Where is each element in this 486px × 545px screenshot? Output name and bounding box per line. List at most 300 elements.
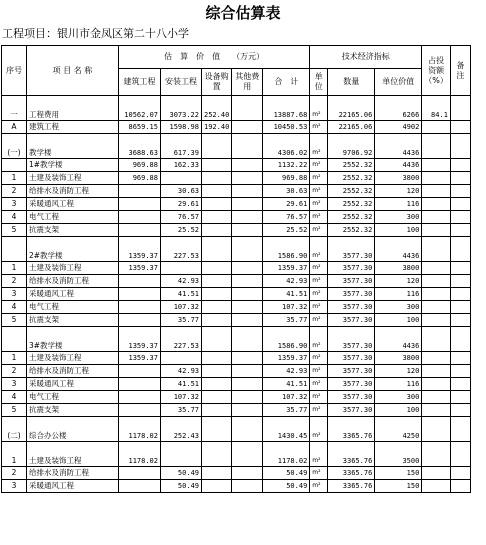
cell-other xyxy=(232,262,263,275)
cell-seq xyxy=(2,237,27,262)
cell-price: 300 xyxy=(375,301,422,314)
cell-price: 100 xyxy=(375,314,422,327)
table-row xyxy=(2,288,471,301)
cell-total: 29.61 xyxy=(263,198,310,211)
cell-unit: m² xyxy=(310,417,328,442)
cell-install: 30.63 xyxy=(161,185,202,198)
cell-other xyxy=(232,404,263,417)
header-total: 合 计 xyxy=(263,69,310,96)
cell-remark xyxy=(450,121,470,134)
cell-install: 25.52 xyxy=(161,224,202,237)
cell-other xyxy=(232,365,263,378)
cell-qty: 3365.76 xyxy=(328,417,375,442)
header-other: 其他费用 xyxy=(232,69,263,96)
cell-build: 1359.37 xyxy=(119,352,161,365)
cell-price: 3800 xyxy=(375,352,422,365)
cell-qty: 2552.32 xyxy=(328,211,375,224)
cell-ratio xyxy=(422,134,451,159)
cell-build: 1359.37 xyxy=(119,262,161,275)
cell-name: 工程费用 xyxy=(27,96,119,121)
cell-ratio xyxy=(422,288,451,301)
cell-total: 10450.53 xyxy=(263,121,310,134)
header-remark: 备注 xyxy=(450,46,470,96)
cell-ratio xyxy=(422,185,451,198)
cell-install: 35.77 xyxy=(161,404,202,417)
header-row-1 xyxy=(2,46,471,69)
cell-unit: m² xyxy=(310,159,328,172)
cell-price: 3500 xyxy=(375,442,422,467)
cell-build xyxy=(119,224,161,237)
cell-build: 1359.37 xyxy=(119,237,161,262)
cell-build: 3688.63 xyxy=(119,134,161,159)
cell-build xyxy=(119,211,161,224)
cell-price: 150 xyxy=(375,467,422,480)
cell-remark xyxy=(450,365,470,378)
table-row xyxy=(2,442,471,467)
cell-ratio xyxy=(422,121,451,134)
cell-seq: 5 xyxy=(2,314,27,327)
cell-total: 107.32 xyxy=(263,301,310,314)
table-row xyxy=(2,185,471,198)
table-row xyxy=(2,365,471,378)
cell-total: 107.32 xyxy=(263,391,310,404)
cell-seq: 4 xyxy=(2,301,27,314)
cell-unit: m² xyxy=(310,211,328,224)
cell-ratio xyxy=(422,391,451,404)
header-tech: 技术经济指标 xyxy=(310,46,422,69)
cell-remark xyxy=(450,480,470,493)
cell-equip xyxy=(202,467,232,480)
cell-install: 1598.98 xyxy=(161,121,202,134)
cell-name: 抗震支架 xyxy=(27,404,119,417)
cell-unit: m² xyxy=(310,96,328,121)
cell-other xyxy=(232,378,263,391)
cell-qty: 3365.76 xyxy=(328,467,375,480)
cell-name: 采暖通风工程 xyxy=(27,378,119,391)
cell-remark xyxy=(450,467,470,480)
cell-seq: 1 xyxy=(2,352,27,365)
header-qty: 数量 xyxy=(328,69,375,96)
cell-total: 13887.68 xyxy=(263,96,310,121)
cell-equip xyxy=(202,417,232,442)
cell-qty: 3577.30 xyxy=(328,237,375,262)
cell-price: 4436 xyxy=(375,237,422,262)
cell-other xyxy=(232,134,263,159)
cell-unit: m² xyxy=(310,198,328,211)
cell-other xyxy=(232,198,263,211)
cell-equip xyxy=(202,198,232,211)
cell-price: 120 xyxy=(375,365,422,378)
cell-equip xyxy=(202,327,232,352)
header-item: 项 目 名 称 xyxy=(27,46,119,96)
table-row xyxy=(2,262,471,275)
cell-remark xyxy=(450,198,470,211)
cell-unit: m² xyxy=(310,352,328,365)
cell-ratio xyxy=(422,301,451,314)
cell-build xyxy=(119,467,161,480)
cell-unit: m² xyxy=(310,224,328,237)
cell-build xyxy=(119,288,161,301)
cell-equip xyxy=(202,288,232,301)
cell-build xyxy=(119,404,161,417)
cell-ratio xyxy=(422,237,451,262)
table-row xyxy=(2,467,471,480)
cell-remark xyxy=(450,417,470,442)
cell-ratio xyxy=(422,314,451,327)
cell-equip xyxy=(202,352,232,365)
cell-equip xyxy=(202,159,232,172)
cell-price: 3800 xyxy=(375,262,422,275)
cell-seq: 5 xyxy=(2,404,27,417)
cell-qty: 9706.92 xyxy=(328,134,375,159)
cell-ratio xyxy=(422,198,451,211)
cell-qty: 2552.32 xyxy=(328,185,375,198)
table-row xyxy=(2,301,471,314)
cell-equip xyxy=(202,275,232,288)
cell-build xyxy=(119,198,161,211)
cell-name: 抗震支架 xyxy=(27,224,119,237)
cell-name: 采暖通风工程 xyxy=(27,288,119,301)
cell-unit: m² xyxy=(310,172,328,185)
cell-name: 教学楼 xyxy=(27,134,119,159)
cell-ratio xyxy=(422,172,451,185)
cell-seq: (二) xyxy=(2,417,27,442)
cell-unit: m² xyxy=(310,404,328,417)
cell-other xyxy=(232,288,263,301)
cell-ratio xyxy=(422,417,451,442)
cell-remark xyxy=(450,314,470,327)
cell-seq: 3 xyxy=(2,378,27,391)
cell-ratio xyxy=(422,378,451,391)
cell-qty: 2552.32 xyxy=(328,224,375,237)
cell-other xyxy=(232,417,263,442)
cell-other xyxy=(232,275,263,288)
cell-qty: 2552.32 xyxy=(328,198,375,211)
cell-name: 电气工程 xyxy=(27,211,119,224)
table-row xyxy=(2,404,471,417)
cell-unit: m² xyxy=(310,262,328,275)
cell-build: 1359.37 xyxy=(119,327,161,352)
cell-qty: 3577.30 xyxy=(328,391,375,404)
header-seq: 序号 xyxy=(2,46,27,96)
cell-qty: 3577.30 xyxy=(328,275,375,288)
cell-unit: m² xyxy=(310,378,328,391)
table-row xyxy=(2,417,471,442)
cell-install: 29.61 xyxy=(161,198,202,211)
cell-ratio xyxy=(422,224,451,237)
cell-qty: 3577.30 xyxy=(328,288,375,301)
cell-total: 1359.37 xyxy=(263,352,310,365)
cell-total: 35.77 xyxy=(263,404,310,417)
cell-total: 42.93 xyxy=(263,275,310,288)
cell-other xyxy=(232,224,263,237)
cell-build xyxy=(119,378,161,391)
cell-total: 35.77 xyxy=(263,314,310,327)
cell-name: 电气工程 xyxy=(27,301,119,314)
cell-build: 10562.07 xyxy=(119,96,161,121)
table-row xyxy=(2,327,471,352)
cell-other xyxy=(232,352,263,365)
cell-total: 42.93 xyxy=(263,365,310,378)
cell-build xyxy=(119,365,161,378)
table-row xyxy=(2,159,471,172)
cell-equip xyxy=(202,301,232,314)
cell-other xyxy=(232,314,263,327)
table-row xyxy=(2,237,471,262)
cell-other xyxy=(232,301,263,314)
cell-equip xyxy=(202,172,232,185)
cell-qty: 3365.76 xyxy=(328,480,375,493)
cell-total: 25.52 xyxy=(263,224,310,237)
cell-seq: 4 xyxy=(2,391,27,404)
cell-build xyxy=(119,480,161,493)
table-row xyxy=(2,134,471,159)
cell-build: 8659.15 xyxy=(119,121,161,134)
cell-seq: A xyxy=(2,121,27,134)
cell-price: 116 xyxy=(375,288,422,301)
header-unit: 单位 xyxy=(310,69,328,96)
cell-qty: 3577.30 xyxy=(328,352,375,365)
cell-unit: m² xyxy=(310,365,328,378)
cell-remark xyxy=(450,262,470,275)
cell-unit: m² xyxy=(310,442,328,467)
cell-remark xyxy=(450,327,470,352)
cell-ratio xyxy=(422,442,451,467)
cell-remark xyxy=(450,211,470,224)
cell-other xyxy=(232,327,263,352)
cell-seq: 1 xyxy=(2,442,27,467)
cell-name: 土建及装饰工程 xyxy=(27,172,119,185)
cell-unit: m² xyxy=(310,467,328,480)
cell-price: 4436 xyxy=(375,134,422,159)
table-row xyxy=(2,224,471,237)
cell-seq: 1 xyxy=(2,172,27,185)
table-row xyxy=(2,121,471,134)
cell-install: 76.57 xyxy=(161,211,202,224)
cell-price: 150 xyxy=(375,480,422,493)
cell-unit: m² xyxy=(310,480,328,493)
cell-seq: 5 xyxy=(2,224,27,237)
cell-qty: 3577.30 xyxy=(328,301,375,314)
cell-name: 抗震支架 xyxy=(27,314,119,327)
cell-build xyxy=(119,301,161,314)
header-estimate: 估 算 价 值 （万元） xyxy=(119,46,310,69)
header-unitprice: 单位价值 xyxy=(375,69,422,96)
cell-remark xyxy=(450,391,470,404)
cell-price: 100 xyxy=(375,404,422,417)
cell-name: 土建及装饰工程 xyxy=(27,442,119,467)
cell-remark xyxy=(450,442,470,467)
cell-total: 41.51 xyxy=(263,378,310,391)
cell-equip: 252.40 xyxy=(202,96,232,121)
cell-equip xyxy=(202,185,232,198)
cell-price: 300 xyxy=(375,391,422,404)
cell-remark xyxy=(450,275,470,288)
cell-name: 建筑工程 xyxy=(27,121,119,134)
table-row xyxy=(2,352,471,365)
cell-equip xyxy=(202,378,232,391)
cell-unit: m² xyxy=(310,185,328,198)
cell-remark xyxy=(450,352,470,365)
cell-qty: 22165.06 xyxy=(328,121,375,134)
cell-price: 4902 xyxy=(375,121,422,134)
cell-name: 给排水及消防工程 xyxy=(27,275,119,288)
cell-remark xyxy=(450,288,470,301)
table-body xyxy=(2,46,471,493)
cell-seq: 2 xyxy=(2,185,27,198)
table-row xyxy=(2,198,471,211)
header-equip: 设备购置 xyxy=(202,69,232,96)
cell-other xyxy=(232,172,263,185)
cell-other xyxy=(232,237,263,262)
cell-install: 107.32 xyxy=(161,391,202,404)
cell-equip xyxy=(202,314,232,327)
cell-unit: m² xyxy=(310,301,328,314)
cell-price: 116 xyxy=(375,378,422,391)
cell-equip xyxy=(202,404,232,417)
cell-total: 30.63 xyxy=(263,185,310,198)
cell-equip xyxy=(202,211,232,224)
cell-ratio: 84.1 xyxy=(422,96,451,121)
cell-total: 1359.37 xyxy=(263,262,310,275)
header-ratio: 占投资额（%） xyxy=(422,46,451,96)
cell-ratio xyxy=(422,159,451,172)
cell-total: 50.49 xyxy=(263,467,310,480)
cell-price: 4436 xyxy=(375,327,422,352)
cell-qty: 2552.32 xyxy=(328,159,375,172)
cell-build: 1178.02 xyxy=(119,417,161,442)
cell-name: 采暖通风工程 xyxy=(27,480,119,493)
table-row xyxy=(2,480,471,493)
cell-other xyxy=(232,211,263,224)
estimate-table xyxy=(1,45,471,493)
cell-qty: 3577.30 xyxy=(328,404,375,417)
cell-build: 969.88 xyxy=(119,159,161,172)
cell-ratio xyxy=(422,404,451,417)
cell-seq xyxy=(2,327,27,352)
table-row xyxy=(2,314,471,327)
cell-build: 1178.02 xyxy=(119,442,161,467)
cell-seq: 3 xyxy=(2,480,27,493)
cell-other xyxy=(232,442,263,467)
cell-name: 3#教学楼 xyxy=(27,327,119,352)
cell-price: 6266 xyxy=(375,96,422,121)
cell-seq: 1 xyxy=(2,262,27,275)
cell-other xyxy=(232,96,263,121)
cell-qty: 3577.30 xyxy=(328,314,375,327)
cell-total: 1430.45 xyxy=(263,417,310,442)
cell-unit: m² xyxy=(310,237,328,262)
cell-price: 120 xyxy=(375,185,422,198)
cell-install: 227.53 xyxy=(161,237,202,262)
cell-install: 107.32 xyxy=(161,301,202,314)
cell-seq: 4 xyxy=(2,211,27,224)
cell-unit: m² xyxy=(310,391,328,404)
cell-equip xyxy=(202,237,232,262)
cell-price: 4250 xyxy=(375,417,422,442)
cell-qty: 22165.06 xyxy=(328,96,375,121)
cell-qty: 2552.32 xyxy=(328,172,375,185)
cell-equip xyxy=(202,262,232,275)
cell-remark xyxy=(450,172,470,185)
table-row xyxy=(2,275,471,288)
cell-install: 162.33 xyxy=(161,159,202,172)
cell-name: 土建及装饰工程 xyxy=(27,262,119,275)
cell-other xyxy=(232,467,263,480)
cell-install: 41.51 xyxy=(161,378,202,391)
cell-unit: m² xyxy=(310,314,328,327)
cell-install: 42.93 xyxy=(161,275,202,288)
cell-total: 1178.02 xyxy=(263,442,310,467)
cell-seq: (一) xyxy=(2,134,27,159)
cell-remark xyxy=(450,159,470,172)
cell-seq: 3 xyxy=(2,288,27,301)
cell-name: 2#教学楼 xyxy=(27,237,119,262)
table-row xyxy=(2,96,471,121)
cell-ratio xyxy=(422,211,451,224)
cell-remark xyxy=(450,301,470,314)
cell-qty: 3577.30 xyxy=(328,378,375,391)
cell-remark xyxy=(450,378,470,391)
project-label: 工程项目：银川市金凤区第二十八小学 xyxy=(2,27,189,40)
cell-ratio xyxy=(422,275,451,288)
cell-install: 227.53 xyxy=(161,327,202,352)
cell-equip xyxy=(202,134,232,159)
cell-ratio xyxy=(422,327,451,352)
cell-equip xyxy=(202,224,232,237)
cell-ratio xyxy=(422,480,451,493)
cell-qty: 3577.30 xyxy=(328,262,375,275)
cell-install: 50.49 xyxy=(161,480,202,493)
cell-ratio xyxy=(422,365,451,378)
cell-build xyxy=(119,185,161,198)
cell-qty: 3365.76 xyxy=(328,442,375,467)
cell-install: 35.77 xyxy=(161,314,202,327)
cell-total: 1586.90 xyxy=(263,327,310,352)
cell-ratio xyxy=(422,467,451,480)
cell-total: 1132.22 xyxy=(263,159,310,172)
cell-equip xyxy=(202,365,232,378)
cell-remark xyxy=(450,96,470,121)
cell-install xyxy=(161,262,202,275)
cell-remark xyxy=(450,185,470,198)
cell-unit: m² xyxy=(310,121,328,134)
cell-build xyxy=(119,391,161,404)
cell-qty: 3577.30 xyxy=(328,327,375,352)
table-row xyxy=(2,172,471,185)
cell-price: 300 xyxy=(375,211,422,224)
header-install: 安装工程 xyxy=(161,69,202,96)
cell-seq: 2 xyxy=(2,275,27,288)
cell-total: 1586.90 xyxy=(263,237,310,262)
cell-price: 116 xyxy=(375,198,422,211)
cell-other xyxy=(232,159,263,172)
cell-price: 120 xyxy=(375,275,422,288)
cell-qty: 3577.30 xyxy=(328,365,375,378)
cell-install: 42.93 xyxy=(161,365,202,378)
cell-remark xyxy=(450,224,470,237)
cell-remark xyxy=(450,404,470,417)
cell-seq: 3 xyxy=(2,198,27,211)
cell-install: 41.51 xyxy=(161,288,202,301)
cell-total: 50.49 xyxy=(263,480,310,493)
sheet-title: 综合估算表 xyxy=(205,4,281,22)
cell-equip xyxy=(202,442,232,467)
cell-name: 给排水及消防工程 xyxy=(27,365,119,378)
cell-build xyxy=(119,314,161,327)
cell-install xyxy=(161,442,202,467)
cell-other xyxy=(232,121,263,134)
